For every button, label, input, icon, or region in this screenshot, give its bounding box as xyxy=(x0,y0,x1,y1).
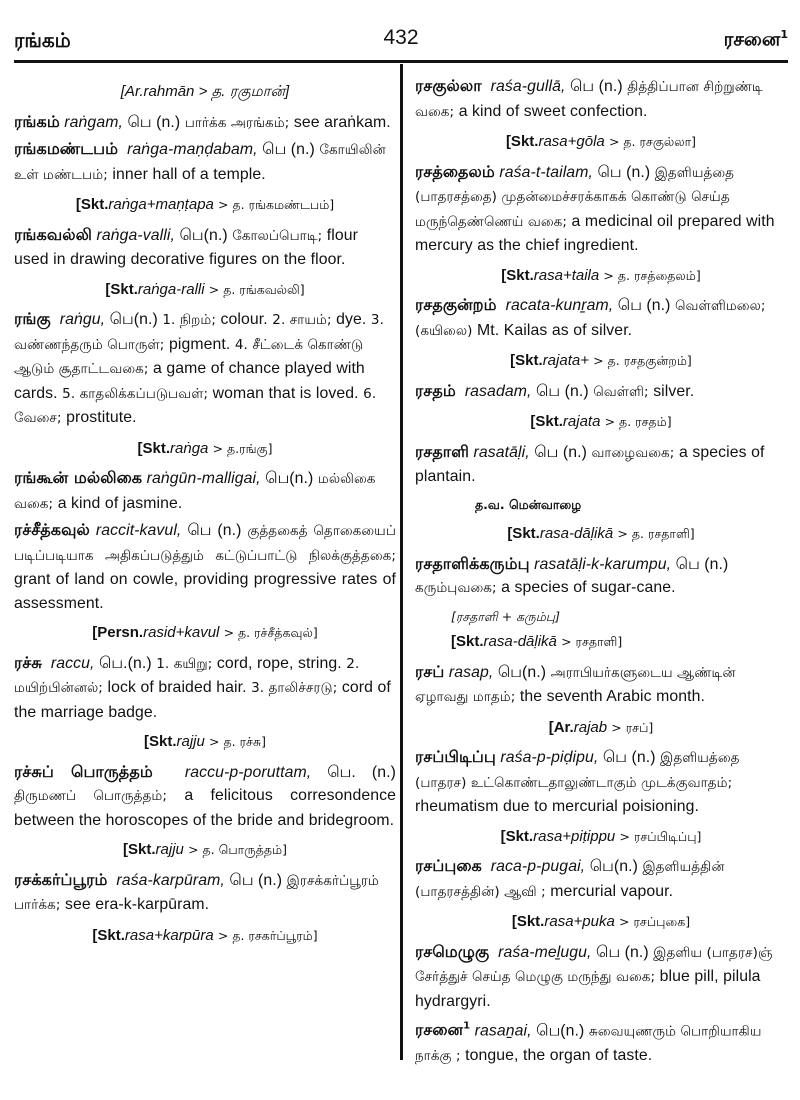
headword: ரசகுல்லா xyxy=(415,76,482,95)
english-definition: a kind of sweet confection. xyxy=(458,102,648,120)
etymology-source: [Ar. xyxy=(548,718,574,736)
headword: ரங்கமண்டபம் xyxy=(14,139,119,158)
etymology-tamil: > த. ரசகுல்லா] xyxy=(608,134,697,149)
headword: ரசதம் xyxy=(415,380,456,400)
tamil-definition: இதளியத்தின் (பாதரசத்தின்) ஆவி ; xyxy=(415,859,725,900)
etymology: [ரசதாளி + கரும்பு] xyxy=(451,608,560,624)
etymology xyxy=(14,838,396,862)
entry xyxy=(14,868,396,918)
entry xyxy=(415,293,787,343)
sense-tamil: 1. நிறம்; xyxy=(162,312,217,328)
etymology xyxy=(415,716,787,740)
sense-english: a game of chance played with cards. xyxy=(14,360,365,402)
part-of-speech: பெ (n.) xyxy=(596,943,649,961)
english-definition: mercurial vapour. xyxy=(550,882,674,900)
entry xyxy=(14,651,396,725)
page-number: 432 xyxy=(383,26,419,49)
sense-tamil: 1. கயிறு; xyxy=(156,655,213,672)
entry xyxy=(415,745,787,819)
etymology xyxy=(415,630,787,654)
headword: ரங்கூன் மல்லிகை xyxy=(14,468,143,487)
entry xyxy=(14,466,396,516)
part-of-speech: பெ(n.) xyxy=(589,858,638,875)
part-of-speech: பெ (n.) xyxy=(570,78,623,95)
transliteration: raṅgam, xyxy=(64,113,123,131)
part-of-speech: பெ (n.) xyxy=(617,297,671,314)
etymology-word: rajab xyxy=(573,718,608,736)
tamil-definition: அராபியர்களுடைய ஆண்டின் ஏழாவது மாதம்; xyxy=(415,664,736,705)
etymology-tamil: > ரசதாளி] xyxy=(561,634,623,649)
sense-english: cord, rope, string. xyxy=(216,654,342,672)
etymology-source: [Skt. xyxy=(451,633,484,650)
entry xyxy=(415,552,787,601)
etymology-word: raṅga+maṇṭapa xyxy=(108,196,214,213)
transliteration: raśa-gullā, xyxy=(490,78,566,95)
transliteration: rasap, xyxy=(448,663,494,681)
etymology-tamil: > ரசப்] xyxy=(611,719,654,735)
etymology xyxy=(14,621,396,645)
headword: ரங்கம் xyxy=(14,111,60,131)
entry xyxy=(14,307,396,431)
sense-english: lock of braided hair. xyxy=(107,679,247,696)
etymology xyxy=(415,264,787,288)
etymology-source: [Skt. xyxy=(92,926,125,944)
english-definition: grant of land on cowle, providing progressive rates of assessment. xyxy=(14,571,396,612)
etymology xyxy=(415,910,787,934)
tamil-definition: இதளியத்தை (பாதரசத்தை) முதன்மைச்சரக்காகக் கொண்டு செய்த மருந்தெண்ணெய் வகை; xyxy=(415,164,735,230)
entry xyxy=(415,440,787,489)
guide-word-right-sup: 1 xyxy=(780,28,788,41)
sense-tamil: 6. வேசை; xyxy=(14,385,377,426)
etymology xyxy=(415,825,787,849)
english-definition: inner hall of a temple. xyxy=(112,165,266,183)
page-header xyxy=(14,28,788,60)
tamil-definition: வாழைவகை; xyxy=(591,444,675,461)
headword: ரங்கு xyxy=(14,309,51,328)
etymology-source: [Persn. xyxy=(92,624,144,641)
english-definition: see araṅkam. xyxy=(293,113,391,131)
etymology-tamil: > த. ரசதாளி] xyxy=(617,526,695,541)
part-of-speech: பெ(n.) xyxy=(497,663,547,681)
entry xyxy=(415,160,787,258)
etymology-word: rasa-dāḷikā xyxy=(483,633,557,650)
etymology xyxy=(14,278,396,302)
sense-english: pigment. xyxy=(168,335,231,353)
etymology-tamil: > த. ரங்கமண்டபம்] xyxy=(218,197,335,212)
guide-word-left: ரங்கம் xyxy=(14,28,71,52)
etymology-tamil: > த. ரசகர்ப்பூரம்] xyxy=(217,927,318,943)
sense-english: dye. xyxy=(336,311,367,328)
headword: ரசக்கர்ப்பூரம் xyxy=(14,869,108,889)
etymology-source: [Skt. xyxy=(137,439,171,457)
entry xyxy=(14,110,396,136)
transliteration: raṅga-maṇḍabam, xyxy=(127,141,258,158)
entry xyxy=(415,1015,787,1068)
etymology-tamil: > த. ரச்சு] xyxy=(209,734,266,749)
etymology-source: [Skt. xyxy=(500,827,534,845)
etymology-source: [Skt. xyxy=(530,413,563,430)
part-of-speech: பெ (n.) xyxy=(675,555,729,573)
etymology xyxy=(14,193,396,217)
part-of-speech: பெ(n.) xyxy=(536,1022,585,1040)
tamil-definition: திருமணப் பொருத்தம்; xyxy=(14,788,168,804)
entry xyxy=(415,379,787,405)
sense-english: colour. xyxy=(220,311,268,328)
etymology-tamil: > த. ரங்கவல்லி] xyxy=(208,281,305,297)
english-definition: a kind of jasmine. xyxy=(57,494,183,512)
sense-tamil: 2. சாயம்; xyxy=(272,312,332,328)
headword xyxy=(415,1020,470,1039)
header-rule xyxy=(14,60,788,63)
sense-tamil: 2. மயிற்பின்னல்; xyxy=(14,655,360,696)
left-column xyxy=(14,74,396,953)
entry xyxy=(415,74,787,124)
sense-tamil: 3. வண்ணந்தரும் பொருள்; xyxy=(14,312,385,353)
etymology-source: [Skt. xyxy=(144,733,177,750)
headword: ரசதாளிக்கரும்பு xyxy=(415,553,530,573)
guide-word-right-text: ரசனை xyxy=(723,28,781,51)
transliteration: raccit-kavul, xyxy=(95,522,182,539)
tamil-definition: கோலப்பொடி; xyxy=(232,227,323,244)
etymology xyxy=(415,130,787,154)
tamil-definition: கரும்புவகை; xyxy=(415,580,497,596)
etymology-word: rajju xyxy=(155,841,184,858)
transliteration: raṅgu, xyxy=(59,311,106,328)
etymology-word: raṅga-ralli xyxy=(137,280,205,298)
transliteration: racata-kunṟam, xyxy=(505,297,614,314)
column-divider xyxy=(400,64,403,1060)
etymology xyxy=(415,410,787,434)
english-definition: the seventh Arabic month. xyxy=(519,688,706,705)
transliteration: rasaṉai, xyxy=(474,1022,532,1040)
headword: ரச்சுப் பொருத்தம் xyxy=(14,761,153,781)
transliteration: raṅgūn-malligai, xyxy=(146,470,261,487)
tamil-definition: பார்க்க அரங்கம்; xyxy=(184,114,290,131)
etymology-word: rajata xyxy=(562,413,601,430)
headword: ரசதாளி xyxy=(415,441,469,461)
etymology-word: rasa+karpūra xyxy=(124,926,214,944)
headword: ரசப்புகை xyxy=(415,856,482,875)
entry xyxy=(415,940,787,1014)
etymology-source: [Skt. xyxy=(507,525,540,542)
sense-english: woman that is loved. xyxy=(212,384,359,402)
english-definition: a medicinal oil prepared with mercury as the chief ingredient. xyxy=(415,212,775,254)
etymology-tamil: > த. ரச்சீத்கவுல்] xyxy=(223,625,318,640)
etymology-source: [Skt. xyxy=(501,266,534,284)
part-of-speech: பெ (n.) xyxy=(127,113,181,131)
etymology-source: [Skt. xyxy=(510,352,543,369)
part-of-speech: பெ (n.) xyxy=(597,163,651,181)
etymology-source: [Skt. xyxy=(505,133,539,150)
etymology-tamil: > ரசப்பிடிப்பு] xyxy=(619,828,702,844)
entry xyxy=(14,760,396,833)
etymology xyxy=(415,349,787,373)
etymology-source: [Skt. xyxy=(105,280,138,298)
etymology-tamil: > த.ரங்கு] xyxy=(212,440,273,456)
transliteration: raśa-p-piḍipu, xyxy=(500,749,599,766)
etymology-word: rasa+puka xyxy=(544,913,615,930)
tamil-definition: சுவையுணரும் பொறியாகிய நாக்கு ; xyxy=(415,1023,762,1064)
sense-tamil: 5. காதலிக்கப்படுபவள்; xyxy=(62,385,209,402)
sense-tamil: 3. தாலிச்சரடு; xyxy=(251,680,338,696)
etymology-tamil: > த. ரசத்தைலம்] xyxy=(603,267,701,283)
part-of-speech: பெ (n.) xyxy=(262,141,315,158)
tamil-definition: இரசக்கர்ப்பூரம் பார்க்க; xyxy=(14,872,379,913)
headword: ரசப் xyxy=(415,661,445,681)
tamil-definition: குத்தகைத் தொகையைப் படிப்படியாக அதிகப்படுத்தும் கட்டுப்பாட்டு நிலக்குத்தகை; xyxy=(14,523,396,564)
etymology-word: rasa+taila xyxy=(533,266,600,284)
transliteration: raccu, xyxy=(50,654,95,672)
transliteration: raccu-p-poruttam, xyxy=(184,763,312,781)
etymology-source: [Skt. xyxy=(123,841,156,858)
entry xyxy=(14,137,396,187)
etymology-word: rasa-dāḷikā xyxy=(539,525,614,542)
headword: ரசப்பிடிப்பு xyxy=(415,747,496,766)
etymology xyxy=(14,437,396,461)
etymology-word: rajju xyxy=(176,733,205,750)
english-definition: flour used in drawing decorative figures on the floor. xyxy=(14,226,358,268)
etymology: [Ar.rahmān > த. ரகுமான்] xyxy=(120,83,290,100)
etymology xyxy=(14,730,396,754)
tamil-definition: வெள்ளிமலை; (கயிலை) xyxy=(415,298,766,339)
transliteration: rasatāḷi-k-karumpu, xyxy=(534,555,672,573)
english-definition: tongue, the organ of taste. xyxy=(465,1046,653,1064)
part-of-speech: பெ(n.) xyxy=(179,226,228,244)
right-column xyxy=(415,74,787,1070)
etymology-word: rajata+ xyxy=(542,352,589,369)
etymology-word: rasa+gōla xyxy=(538,133,605,150)
transliteration: rasadam, xyxy=(464,382,532,400)
tamil-definition: இதளியத்தை (பாதரச) உட்கொண்டதாலுண்டாகும் முடக்குவாதம்; xyxy=(415,750,740,791)
part-of-speech: பெ(n.) xyxy=(265,470,314,487)
headword: ரச்சு xyxy=(14,652,42,672)
part-of-speech: பெ(n.) xyxy=(109,311,158,328)
headword-text: ரசனை xyxy=(415,1020,464,1040)
tamil-definition: தித்திப்பான சிற்றுண்டி வகை; xyxy=(415,79,763,120)
homonym-number: 1 xyxy=(463,1021,471,1032)
english-definition: blue pill, pilula hydrargyri. xyxy=(415,968,761,1010)
etymology-tamil: > த. ரசதகுன்றம்] xyxy=(593,353,692,368)
etymology-tamil: > த. பொருத்தம்] xyxy=(188,842,287,857)
etymology-word: rasa+piṭippu xyxy=(533,827,616,845)
etymology-source: [Skt. xyxy=(75,196,109,213)
sense-tamil: 4. சீட்டைக் கொண்டு ஆடும் சூதாட்டவகை; xyxy=(14,336,364,377)
part-of-speech: பெ (n.) xyxy=(602,749,656,766)
english-definition: rheumatism due to mercurial poisioning. xyxy=(415,798,699,815)
usage-note: த.வ. மென்வாழை xyxy=(475,496,582,512)
etymology xyxy=(415,522,787,546)
etymology-word: rasid+kavul xyxy=(143,624,220,641)
headword: ரசதகுன்றம் xyxy=(415,295,497,314)
transliteration: raśa-t-tailam, xyxy=(499,163,593,181)
english-definition: Mt. Kailas as of silver. xyxy=(477,321,633,339)
english-definition: silver. xyxy=(653,382,695,400)
part-of-speech: பெ. (n.) xyxy=(327,763,396,781)
headword: ரச்சீத்கவுல் xyxy=(14,520,90,539)
etymology-tamil: > த. ரசதம்] xyxy=(604,414,672,429)
entry xyxy=(14,518,396,615)
tamil-definition: வெள்ளி; xyxy=(593,383,649,400)
transliteration: raca-p-pugai, xyxy=(490,858,586,875)
english-definition: a species of plantain. xyxy=(415,443,765,485)
part-of-speech: பெ (n.) xyxy=(534,443,587,461)
english-definition: a species of sugar-cane. xyxy=(501,579,676,596)
sense-english: prostitute. xyxy=(66,409,137,426)
english-definition: see era-k-karpūram. xyxy=(64,896,210,913)
part-of-speech: பெ (n.) xyxy=(229,871,283,889)
etymology xyxy=(14,924,396,948)
part-of-speech: பெ.(n.) xyxy=(98,654,152,672)
entry xyxy=(415,660,787,710)
etymology-word: raṅga xyxy=(170,439,209,457)
sense-english: cord of the marriage badge. xyxy=(14,679,391,721)
headword: ரசத்தைலம் xyxy=(415,161,495,181)
part-of-speech: பெ (n.) xyxy=(535,382,589,400)
transliteration: raśa-meḻugu, xyxy=(498,943,592,961)
transliteration: rasatāḷi, xyxy=(473,443,530,461)
headword: ரங்கவல்லி xyxy=(14,224,93,244)
tamil-definition: மல்லிகை வகை; xyxy=(14,471,376,512)
transliteration: raśa-karpūram, xyxy=(116,871,225,889)
entry xyxy=(14,223,396,272)
tamil-definition: கோயிலின் உள் மண்டபம்; xyxy=(14,142,386,183)
guide-word-right xyxy=(724,28,788,53)
english-definition: a felicitous corresondence between the horoscopes of the bride and bridegroom. xyxy=(14,787,396,829)
tamil-definition: இதளிய (பாதரச)ஞ் சேர்த்துச் செய்த மெழுகு மருந்து வகை; xyxy=(415,944,773,985)
etymology-source: [Skt. xyxy=(511,913,545,930)
transliteration: raṅga-valli, xyxy=(96,226,175,244)
etymology-tamil: > ரசப்புகை] xyxy=(619,914,691,929)
entry xyxy=(415,854,787,904)
headword: ரசமெழுகு xyxy=(415,941,490,961)
part-of-speech: பெ (n.) xyxy=(187,522,242,539)
